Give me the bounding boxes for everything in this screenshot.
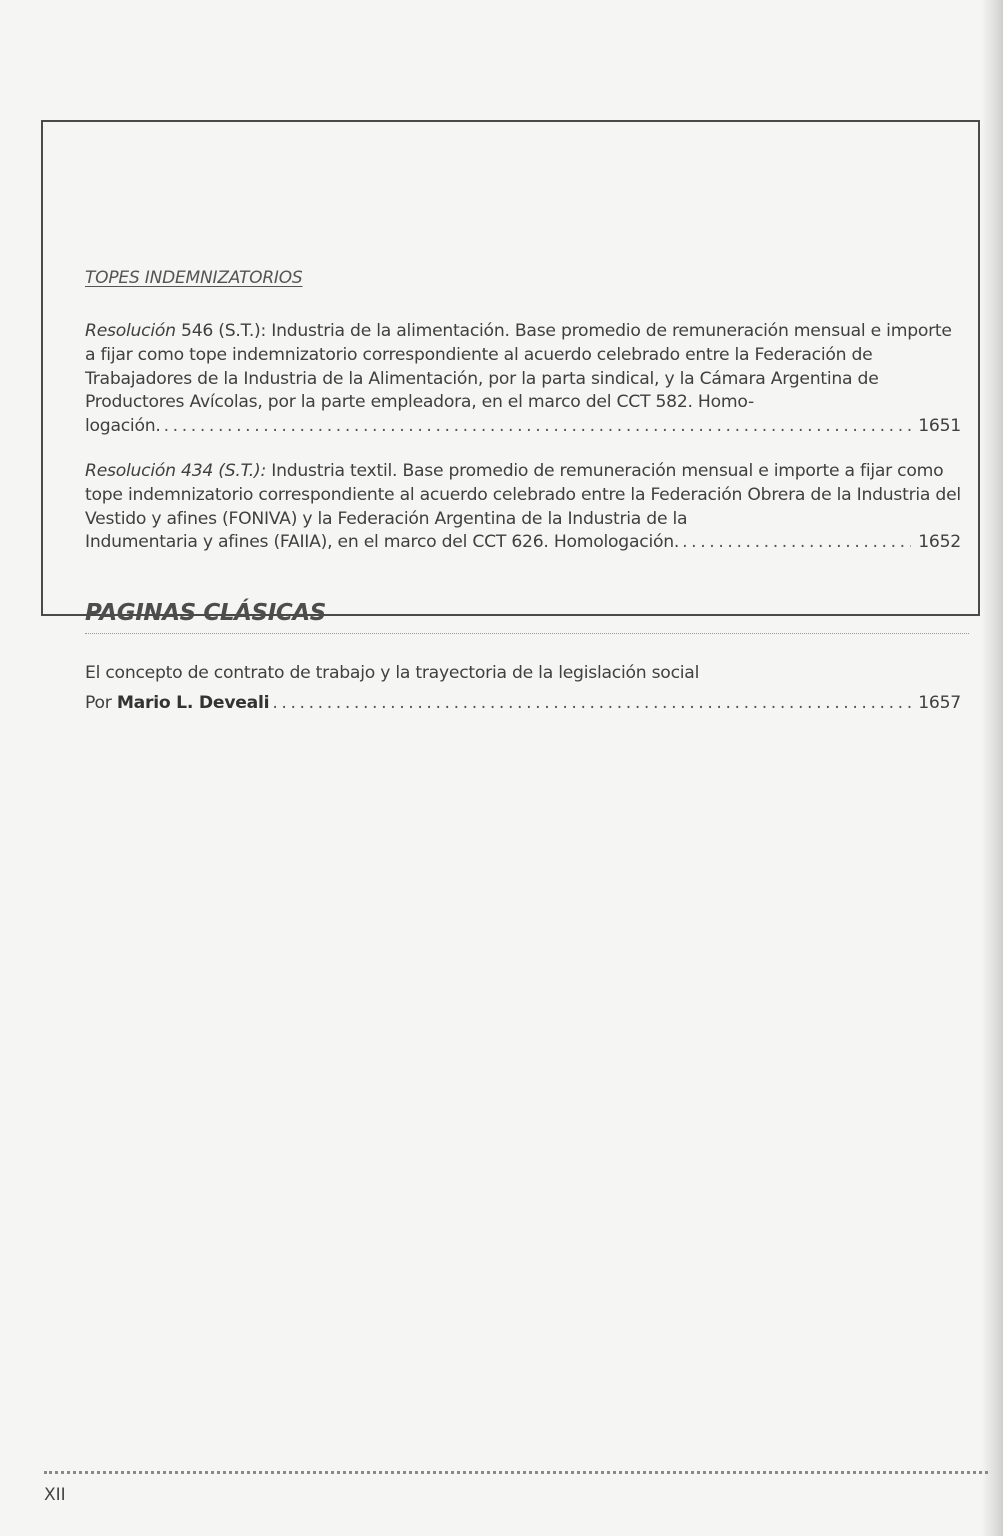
toc-entry [85, 460, 961, 555]
page-number[interactable]: 1657 [918, 693, 961, 713]
contents-box [41, 120, 980, 713]
section-heading: TOPES INDEMNIZATORIOS [85, 268, 303, 288]
toc-entry [85, 320, 961, 439]
entry-text-tail: logación. [85, 416, 161, 437]
footer-divider [44, 1471, 988, 1474]
article-title: El concepto de contrato de trabajo y la trayectoria de la legislación social [85, 663, 700, 683]
page-edge-shadow [981, 0, 1003, 1536]
entry-text-tail: Indumentaria y afines (FAIIA), en el marco del CCT 626. Homologación. [85, 532, 680, 553]
classic-entry [85, 658, 961, 718]
author-name: Mario L. Deveali [116, 693, 270, 713]
dot-leader [164, 415, 911, 439]
page-number[interactable]: 1652 [918, 532, 961, 553]
page-number[interactable]: 1651 [918, 416, 961, 437]
entry-text: Industria textil. Base promedio de remuneración mensual e importe a fijar como tope indemnizatorio correspondiente al acuerdo celebrado entre la Federación Obrera de la Industria del Vestido y afines (FONIVA) y la Federación Argentina de la Industria de la [85, 461, 961, 529]
dot-leader [682, 531, 911, 555]
entry-leader-line [85, 415, 961, 439]
author-prefix: Por [85, 693, 112, 713]
dot-leader [272, 688, 911, 718]
classics-heading: PAGINAS CLÁSICAS [85, 600, 326, 626]
author-leader-line [85, 688, 961, 718]
classics-divider [85, 633, 969, 634]
author-line [85, 688, 269, 718]
footer-page-number: XII [44, 1485, 66, 1505]
entry-title: Resolución [85, 321, 176, 341]
entry-title: Resolución 434 (S.T.): [85, 461, 267, 481]
entry-leader-line [85, 531, 961, 555]
entry-text: 546 (S.T.): Industria de la alimentación. Base promedio de remuneración mensual e importe a fijar como tope indemnizatorio correspondiente al acuerdo celebrado entre la Federación de Trabajadores de la Industria de la Alimentación, por la parta sindical, y la Cámara Argentina de Productores Avícolas, por la parte empleadora, en el marco del CCT 582. Homo- [85, 321, 952, 413]
